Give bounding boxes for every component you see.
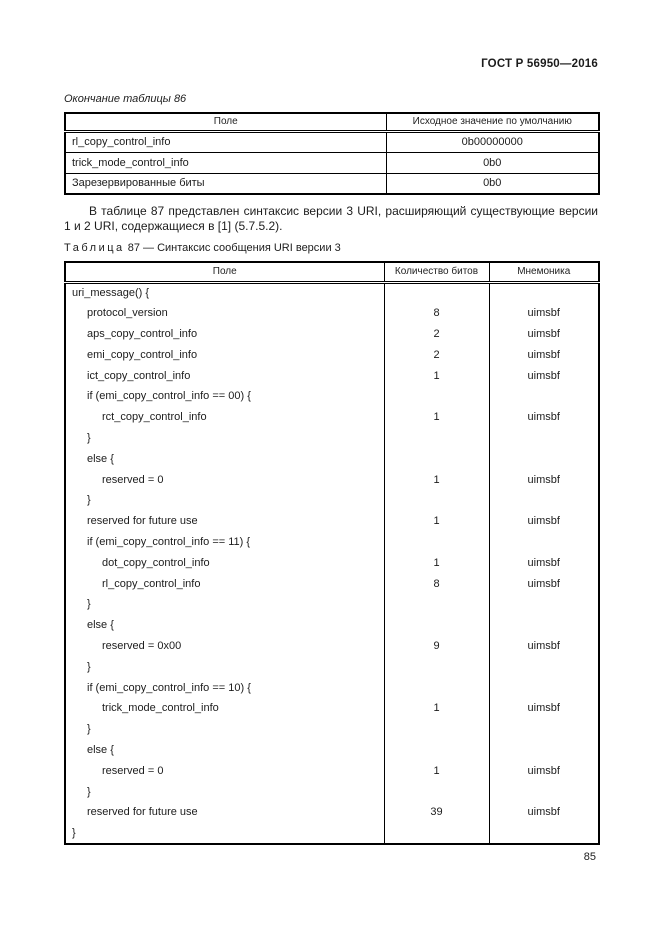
mnemonic-cell: uimsbf: [489, 511, 599, 532]
syntax-field-cell: emi_copy_control_info: [87, 348, 198, 361]
bit-count-cell: 9: [384, 636, 489, 657]
bit-count-cell: [384, 719, 489, 740]
default-value-cell: 0b00000000: [386, 131, 599, 152]
mnemonic-cell: uimsbf: [489, 802, 599, 823]
column-header-field: Поле: [65, 113, 386, 131]
table-row: [65, 173, 599, 194]
syntax-field-cell: }: [87, 494, 91, 507]
bit-count-cell: [384, 615, 489, 636]
mnemonic-cell: uimsbf: [489, 407, 599, 428]
table-row: [65, 386, 599, 407]
table-row: [65, 636, 599, 657]
mnemonic-cell: [489, 677, 599, 698]
bit-count-cell: 2: [384, 344, 489, 365]
mnemonic-cell: [489, 490, 599, 511]
table86-body: [65, 131, 599, 194]
body-paragraph: В таблице 87 представлен синтаксис версии 3 URI, расширяющий существующие версии 1 и 2 URI, содержащиеся в [1] (5.7.5.2).: [64, 204, 598, 233]
table-row: [65, 532, 599, 553]
syntax-field-cell: rl_copy_control_info: [102, 577, 201, 590]
bit-count-cell: [384, 677, 489, 698]
syntax-field-cell: }: [87, 660, 91, 673]
mnemonic-cell: [489, 386, 599, 407]
bit-count-cell: 1: [384, 365, 489, 386]
bit-count-cell: [384, 532, 489, 553]
mnemonic-cell: uimsbf: [489, 324, 599, 345]
bit-count-cell: [384, 386, 489, 407]
table-row: [65, 407, 599, 428]
syntax-field-cell: else {: [87, 743, 114, 756]
column-header-field: Поле: [65, 262, 384, 282]
syntax-field-cell: aps_copy_control_info: [87, 327, 198, 340]
table-row: [65, 823, 599, 844]
table-row: [65, 760, 599, 781]
table87-caption: [64, 242, 598, 255]
field-cell: rl_copy_control_info: [65, 131, 386, 152]
mnemonic-cell: [489, 719, 599, 740]
table-row: [65, 152, 599, 173]
table-row: [65, 698, 599, 719]
bit-count-cell: [384, 823, 489, 844]
syntax-field-cell: reserved = 0: [102, 473, 164, 486]
syntax-field-cell: else {: [87, 452, 114, 465]
bit-count-cell: [384, 781, 489, 802]
syntax-field-cell: reserved = 0x00: [102, 639, 182, 652]
bit-count-cell: 8: [384, 303, 489, 324]
syntax-field-cell: reserved for future use: [87, 806, 198, 819]
table-row: [65, 511, 599, 532]
syntax-field-cell: if (emi_copy_control_info == 11) {: [87, 535, 251, 548]
column-header-mnemonic: Мнемоника: [489, 262, 599, 282]
default-value-cell: 0b0: [386, 152, 599, 173]
syntax-field-cell: uri_message() {: [72, 287, 150, 300]
table-row: [65, 365, 599, 386]
table86-continuation-caption: Окончание таблицы 86: [64, 93, 187, 105]
mnemonic-cell: uimsbf: [489, 698, 599, 719]
bit-count-cell: [384, 428, 489, 449]
table-row: [65, 448, 599, 469]
bit-count-cell: 1: [384, 552, 489, 573]
table-row: [65, 303, 599, 324]
bit-count-cell: [384, 282, 489, 303]
table87-body: [65, 282, 599, 844]
syntax-field-cell: if (emi_copy_control_info == 00) {: [87, 390, 251, 403]
table-header-row: [65, 262, 599, 282]
field-cell: Зарезервированные биты: [65, 173, 386, 194]
document-header: ГОСТ Р 56950—2016: [481, 58, 598, 70]
table-row: [65, 594, 599, 615]
column-header-default-value: Исходное значение по умолчанию: [386, 113, 599, 131]
table-row: [65, 324, 599, 345]
mnemonic-cell: uimsbf: [489, 760, 599, 781]
page-number: 85: [583, 850, 596, 863]
syntax-field-cell: else {: [87, 619, 114, 632]
syntax-field-cell: rct_copy_control_info: [102, 411, 207, 424]
bit-count-cell: 1: [384, 469, 489, 490]
mnemonic-cell: uimsbf: [489, 636, 599, 657]
mnemonic-cell: [489, 656, 599, 677]
table-row: [65, 282, 599, 303]
table-row: [65, 552, 599, 573]
mnemonic-cell: [489, 615, 599, 636]
mnemonic-cell: [489, 282, 599, 303]
mnemonic-cell: [489, 823, 599, 844]
bit-count-cell: [384, 594, 489, 615]
table-row: [65, 740, 599, 761]
syntax-field-cell: reserved for future use: [87, 515, 198, 528]
mnemonic-cell: [489, 428, 599, 449]
table-row: [65, 615, 599, 636]
syntax-field-cell: }: [72, 826, 76, 839]
syntax-field-cell: ict_copy_control_info: [87, 369, 191, 382]
table-row: [65, 656, 599, 677]
bit-count-cell: 2: [384, 324, 489, 345]
column-header-bit-count: Количество битов: [384, 262, 489, 282]
bit-count-cell: 8: [384, 573, 489, 594]
mnemonic-cell: [489, 594, 599, 615]
table-caption-number: 87: [127, 242, 140, 254]
table-row: [65, 573, 599, 594]
bit-count-cell: 1: [384, 407, 489, 428]
mnemonic-cell: uimsbf: [489, 573, 599, 594]
syntax-field-cell: }: [87, 785, 91, 798]
syntax-field-cell: dot_copy_control_info: [102, 556, 210, 569]
table-row: [65, 428, 599, 449]
table-row: [65, 344, 599, 365]
table-row: [65, 677, 599, 698]
bit-count-cell: 39: [384, 802, 489, 823]
table-86: [64, 112, 600, 195]
bit-count-cell: [384, 656, 489, 677]
table-caption-label: Таблица: [64, 242, 125, 254]
table87-header: [65, 262, 599, 282]
table-row: [65, 131, 599, 152]
field-cell: trick_mode_control_info: [65, 152, 386, 173]
bit-count-cell: 1: [384, 760, 489, 781]
table-row: [65, 802, 599, 823]
table86-header: [65, 113, 599, 131]
table-row: [65, 719, 599, 740]
table-row: [65, 490, 599, 511]
mnemonic-cell: [489, 532, 599, 553]
syntax-field-cell: }: [87, 431, 91, 444]
table-header-row: [65, 113, 599, 131]
bit-count-cell: [384, 448, 489, 469]
syntax-field-cell: trick_mode_control_info: [102, 702, 219, 715]
syntax-field-cell: reserved = 0: [102, 764, 164, 777]
table-row: [65, 469, 599, 490]
mnemonic-cell: [489, 448, 599, 469]
mnemonic-cell: uimsbf: [489, 344, 599, 365]
bit-count-cell: 1: [384, 698, 489, 719]
mnemonic-cell: uimsbf: [489, 469, 599, 490]
mnemonic-cell: uimsbf: [489, 365, 599, 386]
bit-count-cell: [384, 490, 489, 511]
bit-count-cell: 1: [384, 511, 489, 532]
mnemonic-cell: [489, 781, 599, 802]
table-caption-title: Синтаксис сообщения URI версии 3: [157, 242, 341, 254]
bit-count-cell: [384, 740, 489, 761]
syntax-field-cell: }: [87, 723, 91, 736]
mnemonic-cell: [489, 740, 599, 761]
syntax-field-cell: protocol_version: [87, 307, 168, 320]
table-row: [65, 781, 599, 802]
table-caption-dash: —: [143, 242, 155, 254]
default-value-cell: 0b0: [386, 173, 599, 194]
syntax-field-cell: if (emi_copy_control_info == 10) {: [87, 681, 251, 694]
table-87: [64, 261, 600, 845]
mnemonic-cell: uimsbf: [489, 303, 599, 324]
mnemonic-cell: uimsbf: [489, 552, 599, 573]
syntax-field-cell: }: [87, 598, 91, 611]
